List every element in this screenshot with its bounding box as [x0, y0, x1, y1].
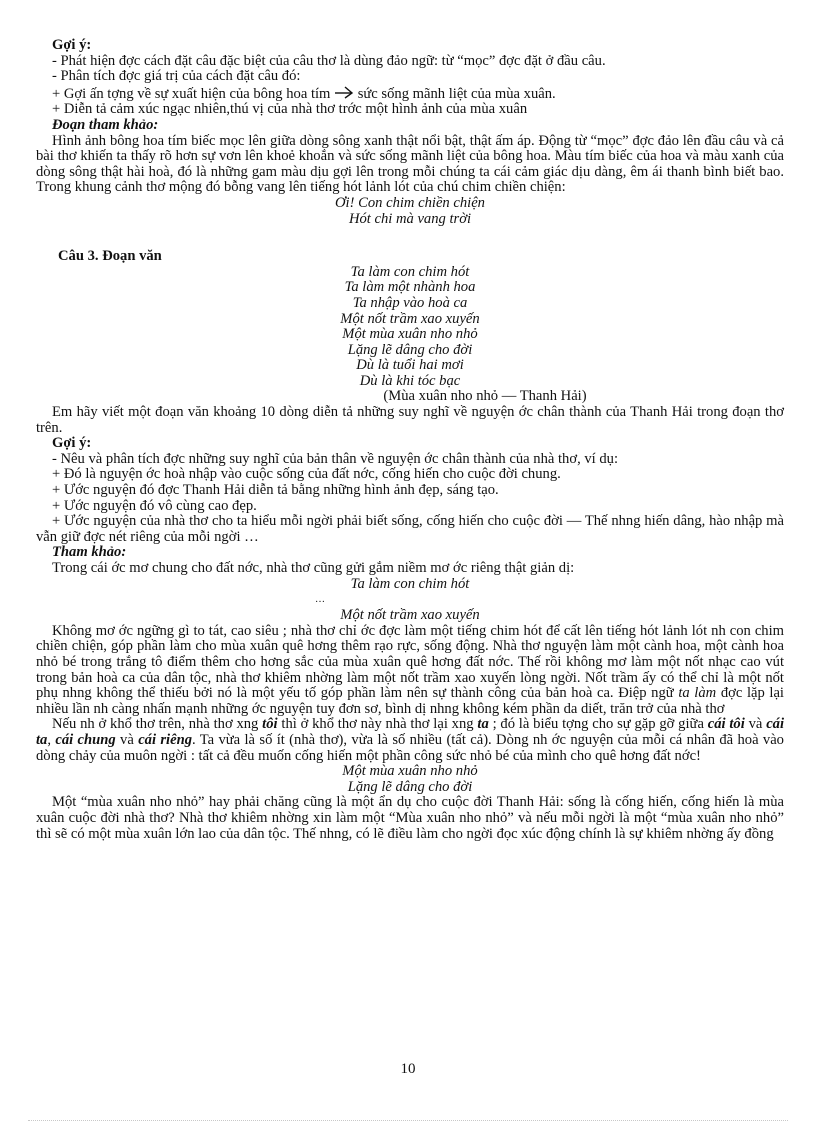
- goi-y-heading: Gợi ý:: [52, 37, 92, 53]
- paragraph: Một “mùa xuân nho nhỏ” hay phải chăng cũng là một ẩn dụ cho cuộc đời Thanh Hải: sống là cống hiến, cống hiến là mùa xuân cuộc đời nhà thơ? Nhà thơ khiêm nhờng xin làm một “Mùa xuân nho nhỏ” và nếu mỗi ngời là một “mùa xuân nho nhỏ” thì sẽ có một mùa xuân lớn lao của dân tộc. Thế nhng, có lẽ điều làm cho ngời đọc xúc động chính là sự khiêm nhờng ấy đồng: [36, 794, 784, 842]
- tham-khao-heading: Tham khảo:: [52, 544, 127, 561]
- goi-y-heading: Gợi ý:: [52, 435, 92, 452]
- document-page: [36, 38, 784, 842]
- goi-y-line: + Ước nguyện của nhà thơ cho ta hiểu mỗi ngời phải biết sống, cống hiến cho cuộc đời — Thế nhng hiến dâng, hào nhập mà vẫn giữ đợc nét riêng của mỗi ngời …: [36, 513, 784, 545]
- doan-tham-khao-heading: Đoạn tham khảo:: [52, 116, 159, 133]
- ellipsis: …: [315, 594, 325, 606]
- paragraph-text: Không mơ ớc ngững gì to tát, cao siêu ; nhà thơ chỉ ớc đợc làm một tiếng chim hót để cất lên tiếng hót lảnh lót nh con chim chiền chiện, góp phần làm cho mùa xuân quê hơng thêm rạo rực, sống động. Nhà thơ nguyện làm một cành hoa, một cành hoa nhỏ bé trong trắng tô điểm thêm cho hơng sắc của mùa xuân quê hơng đất nớc. Thế rồi không mơ làm một nốt nhạc cao vút trong bản hoà ca của dân tộc, nhà thơ khiêm nhờng làm một nốt trầm xao xuyến lòng ngời. Nốt trầm ấy có thể chỉ là một nốt phụ nhng không thể thiếu bởi nó là một yếu tố góp phần làm nên sự thành công của bản hoà ca. Điệp ngữ: [36, 622, 784, 702]
- goi-y-line: [36, 85, 784, 103]
- emphasis: cái ta: [36, 716, 785, 748]
- verse-line: Ta làm con chim hót: [350, 575, 470, 592]
- spacer: [36, 227, 784, 249]
- poem-line: Dù là khi tóc bạc: [359, 372, 461, 389]
- paragraph: Hình ảnh bông hoa tím biếc mọc lên giữa dòng sông xanh thật nổi bật, thật ấm áp. Động từ “mọc” đợc đảo lên đầu câu và cả bài thơ khiến ta thấy rõ hơn sự vơn lên khoẻ khoắn và sức sống mãnh liệt của bông hoa. Màu tím biếc của hoa và màu xanh của dòng sông thật hài hoà, đó là những gam màu dịu gợi lên trong mỗi chúng ta cái cảm giác dịu dàng, êm ái thanh bình biết bao. Trong khung cảnh thơ mộng đó bỗng vang lên tiếng hót lảnh lót của chú chim chiền chiện:: [36, 132, 784, 196]
- paragraph-text: đợc lặp lại nhiều lần nh càng nhấn mạnh những ớc nguyện tuy đơn sơ, bình dị nhng không kém phần da diết, trăn trở của nhà thơ: [36, 685, 784, 717]
- paragraph-text: và: [120, 731, 134, 748]
- poem-line: Ta làm con chim hót: [350, 263, 470, 280]
- emphasis: ta: [477, 716, 489, 733]
- task-prompt: Em hãy viết một đoạn văn khoảng 10 dòng diễn tả những suy nghĩ về nguyện ớc chân thành của Thanh Hải trong đoạn thơ trên.: [36, 404, 784, 436]
- emphasis: cái riêng: [138, 731, 192, 748]
- poem-line: Ta nhập vào hoà ca: [352, 294, 468, 311]
- emphasis: cái tôi: [707, 716, 745, 733]
- verse-line: Một mùa xuân nho nhỏ: [342, 763, 478, 780]
- verse-line: Hót chi mà vang trời: [348, 210, 472, 227]
- paragraph: [36, 717, 784, 764]
- poem-line: Ta làm một nhành hoa: [344, 279, 476, 296]
- paragraph: [36, 624, 784, 718]
- goi-y-line: - Nêu và phân tích đợc những suy nghĩ của bản thân về nguyện ớc chân thành của nhà thơ, ví dụ:: [52, 450, 619, 467]
- paragraph-text: Nếu nh ở khổ thơ trên, nhà thơ xng: [52, 716, 259, 733]
- goi-y-line: - Phát hiện đợc cách đặt câu đặc biệt của câu thơ là dùng đảo ngữ: từ “mọc” đợc đặt ở đầu câu.: [52, 52, 606, 69]
- poem-line: Dù là tuổi hai mơi: [356, 357, 464, 374]
- right-arrow-icon: [334, 85, 354, 99]
- verse-line: Một nốt trầm xao xuyến: [340, 607, 480, 624]
- goi-y-line-part: sức sống mãnh liệt của mùa xuân.: [357, 85, 556, 102]
- paragraph-text: ,: [47, 731, 52, 748]
- page-number: 10: [400, 1061, 416, 1077]
- verse-line: Lặng lẽ dâng cho đời: [347, 778, 473, 795]
- goi-y-line: + Ước nguyện đó vô cùng cao đẹp.: [52, 497, 257, 514]
- goi-y-line: + Ước nguyện đó đợc Thanh Hải diễn tả bằng những hình ảnh đẹp, sáng tạo.: [52, 482, 499, 499]
- footer-divider: [28, 1120, 788, 1121]
- poem-line: Lặng lẽ dâng cho đời: [347, 341, 473, 358]
- paragraph: Trong cái ớc mơ chung cho đất nớc, nhà thơ cũng gửi gắm niềm mơ ớc riêng thật giản dị:: [52, 560, 575, 576]
- goi-y-line: + Diễn tả cảm xúc ngạc nhiên,thú vị của nhà thơ trớc một hình ảnh của mùa xuân: [52, 101, 528, 118]
- goi-y-line-part: + Gợi ấn tợng về sự xuất hiện của bông hoa tím: [52, 85, 331, 102]
- emphasis: tôi: [262, 716, 278, 733]
- poem-source: (Mùa xuân nho nhỏ — Thanh Hải): [383, 388, 587, 405]
- emphasis: cái chung: [55, 731, 116, 748]
- poem-line: Một mùa xuân nho nhỏ: [342, 326, 478, 343]
- paragraph-text: thì ở khổ thơ này nhà thơ lại xng: [281, 716, 474, 733]
- goi-y-line: - Phân tích đợc giá trị của cách đặt câu đó:: [52, 68, 301, 85]
- poem-line: Một nốt trầm xao xuyến: [340, 310, 480, 327]
- goi-y-line: + Đó là nguyện ớc hoà nhập vào cuộc sống của đất nớc, cống hiến cho cuộc đời chung.: [52, 466, 561, 483]
- paragraph-text: . Ta vừa là số ít (nhà thơ), vừa là số nhiều (tất cả). Dòng nh ớc nguyện của mỗi cá nhân đã hoà vào dòng chảy của muôn ngời : tất cả đều muốn cống hiến một phần công sức nhỏ bé của mình cho quê hơng đất nớc!: [36, 731, 784, 764]
- paragraph-text: ; đó là biểu tợng cho sự gặp gỡ giữa: [492, 716, 704, 733]
- paragraph-text: và: [748, 716, 763, 733]
- verse-line: Ơi! Con chim chiền chiện: [335, 194, 485, 211]
- cau3-heading: Câu 3. Đoạn văn: [58, 248, 162, 265]
- emphasis: ta làm: [678, 685, 717, 702]
